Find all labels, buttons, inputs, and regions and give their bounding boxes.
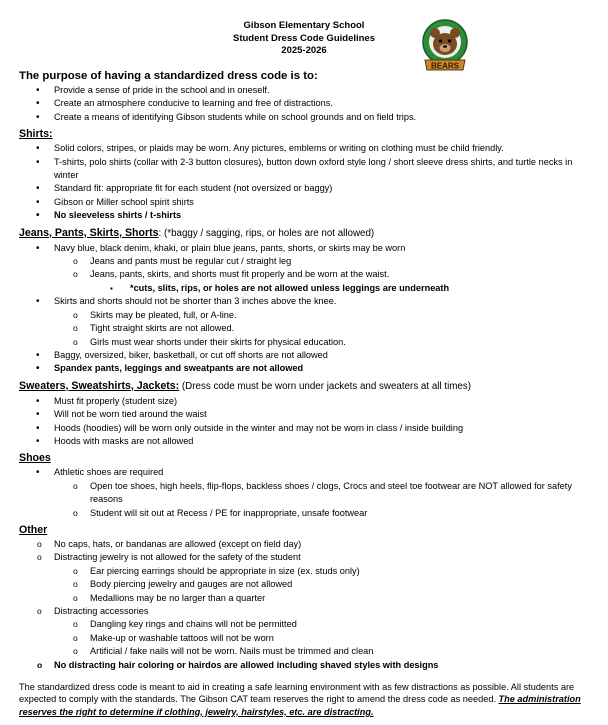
list-item: • Gibson or Miller school spirit shirts bbox=[19, 196, 594, 209]
list-item: o Make-up or washable tattoos will not be worn bbox=[19, 632, 594, 645]
list-item: • Standard fit: appropriate fit for each student (not oversized or baggy) bbox=[19, 182, 594, 195]
gibson-bears-logo-icon bbox=[419, 18, 471, 74]
shoes-heading: Shoes bbox=[19, 452, 51, 465]
list-item: • Navy blue, black denim, khaki, or plain blue jeans, pants, shorts, or skirts may be worn bbox=[19, 242, 594, 255]
list-item: • T-shirts, polo shirts (collar with 2-3 button closures), button down oxford style long / short sleeve dress shirts, and turtle necks in winter bbox=[19, 156, 594, 183]
list-item: o Distracting jewelry is not allowed for the safety of the student bbox=[19, 551, 594, 564]
list-item: • Athletic shoes are required bbox=[19, 466, 594, 479]
purpose-heading: The purpose of having a standardized dress code is to: bbox=[19, 70, 318, 82]
list-item: • Hoods with masks are not allowed bbox=[19, 435, 594, 448]
list-item: o No distracting hair coloring or hairdos are allowed including shaved styles with designs bbox=[19, 659, 594, 672]
list-item: o Tight straight skirts are not allowed. bbox=[19, 322, 594, 335]
list-item: • Solid colors, stripes, or plaids may be worn. Any pictures, emblems or writing on clothing must be child friendly. bbox=[19, 142, 594, 155]
list-item: o Dangling key rings and chains will not be permitted bbox=[19, 618, 594, 631]
school-name: Gibson Elementary School bbox=[243, 20, 365, 31]
list-item: o Open toe shoes, high heels, flip-flops, backless shoes / clogs, Crocs and steel toe footwear are NOT allowed for safety reasons bbox=[19, 480, 594, 507]
document-body bbox=[19, 69, 594, 718]
shirts-list bbox=[19, 142, 594, 222]
document-header bbox=[0, 20, 608, 58]
list-item: ▪ *cuts, slits, rips, or holes are not allowed unless leggings are underneath bbox=[19, 282, 594, 295]
list-item: • Must fit properly (student size) bbox=[19, 395, 594, 408]
list-item: • Create an atmosphere conducive to learning and free of distractions. bbox=[19, 97, 594, 110]
footer-emphasis: The administration reserves the right to determine if clothing, jewelry, hairstyles, etc. are distracting. bbox=[19, 694, 581, 717]
other-heading: Other bbox=[19, 523, 48, 536]
list-item: • Create a means of identifying Gibson students while on school grounds and on field trips. bbox=[19, 111, 594, 124]
list-item: • Provide a sense of pride in the school and in oneself. bbox=[19, 84, 594, 97]
list-item: o Body piercing jewelry and gauges are not allowed bbox=[19, 578, 594, 591]
document-title: Student Dress Code Guidelines bbox=[233, 32, 375, 44]
other-list bbox=[19, 538, 594, 672]
shirts-heading: Shirts: bbox=[19, 128, 53, 141]
list-item: o Jeans, pants, skirts, and shorts must fit properly and be worn at the waist. bbox=[19, 268, 594, 281]
list-item: • No sleeveless shirts / t-shirts bbox=[19, 209, 594, 222]
jeans-list bbox=[19, 242, 594, 376]
list-item: o No caps, hats, or bandanas are allowed (except on field day) bbox=[19, 538, 594, 551]
footer-text: The standardized dress code is meant to aid in creating a safe learning environment with as few distractions as possible. All students are expected to comply with the standards. The Gibson CAT team reserves the right to amend the dress code as needed. bbox=[19, 682, 575, 705]
shoes-list bbox=[19, 466, 594, 520]
school-year: 2025-2026 bbox=[281, 45, 327, 56]
jeans-heading: Jeans, Pants, Skirts, Shorts: (*baggy / sagging, rips, or holes are not allowed) bbox=[19, 226, 375, 239]
list-item: o Jeans and pants must be regular cut / straight leg bbox=[19, 255, 594, 268]
list-item: • Skirts and shorts should not be shorter than 3 inches above the knee. bbox=[19, 295, 594, 308]
list-item: • Baggy, oversized, biker, basketball, or cut off shorts are not allowed bbox=[19, 349, 594, 362]
list-item: o Artificial / fake nails will not be worn. Nails must be trimmed and clean bbox=[19, 645, 594, 658]
list-item: o Girls must wear shorts under their skirts for physical education. bbox=[19, 336, 594, 349]
list-item: • Hoods (hoodies) will be worn only outside in the winter and may not be worn in class / inside building bbox=[19, 422, 594, 435]
list-item: o Distracting accessories bbox=[19, 605, 594, 618]
list-item: • Will not be worn tied around the waist bbox=[19, 408, 594, 421]
list-item: o Ear piercing earrings should be appropriate in size (ex. studs only) bbox=[19, 565, 594, 578]
footer-paragraph bbox=[19, 681, 594, 718]
sweaters-list bbox=[19, 395, 594, 449]
list-item: o Student will sit out at Recess / PE for inappropriate, unsafe footwear bbox=[19, 507, 594, 520]
sweaters-heading: Sweaters, Sweatshirts, Jackets: (Dress code must be worn under jackets and sweaters at all times) bbox=[19, 379, 472, 392]
purpose-list bbox=[19, 84, 594, 124]
logo-banner-text: BEARS bbox=[430, 61, 460, 71]
list-item: o Medallions may be no larger than a quarter bbox=[19, 592, 594, 605]
list-item: o Skirts may be pleated, full, or A-line. bbox=[19, 309, 594, 322]
list-item: • Spandex pants, leggings and sweatpants are not allowed bbox=[19, 362, 594, 375]
